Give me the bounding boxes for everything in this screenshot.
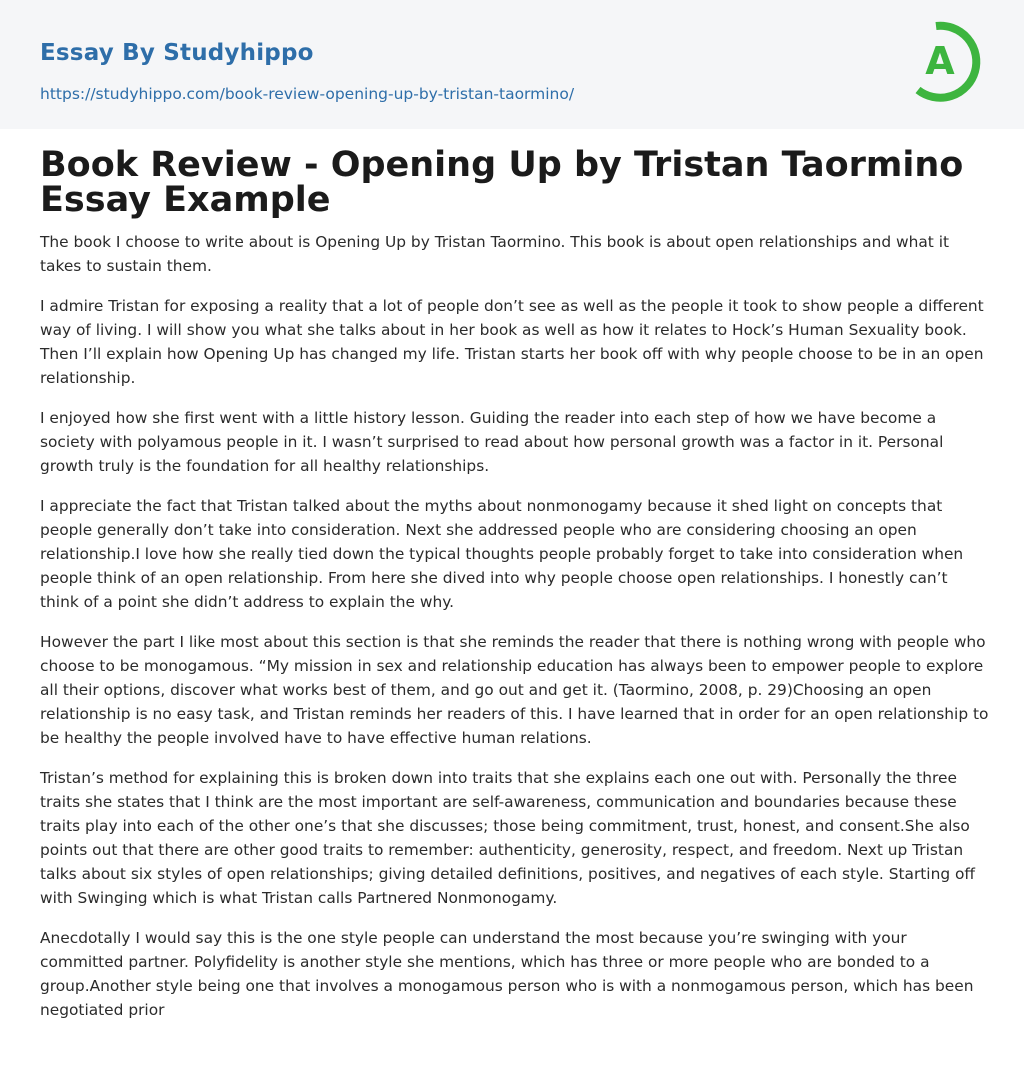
article-paragraph-7: Anecdotally I would say this is the one style people can understand the most because you’re swinging with your committed partner. Polyfidelity is another style she mentions, which has three or more people who are bonded to a group.Another style being one that involves a monogamous person who is with a nonmogamous person, which has been negotiated prior	[40, 929, 974, 1019]
article-paragraph-4: I appreciate the fact that Tristan talked about the myths about nonmonogamy because it shed light on concepts that people generally don’t take into consideration. Next she addressed people who are considering choosing an open relationship.I love how she really tied down the typical thoughts people probably forget to take into consideration when people think of an open relationship. From here she dived into why people choose open relationships. I honestly can’t think of a point she didn’t address to explain the why.	[40, 497, 964, 611]
brand-title[interactable]: Essay By Studyhippo	[40, 40, 314, 66]
article-paragraph-5: However the part I like most about this section is that she reminds the reader that there is nothing wrong with people who choose to be monogamous. “My mission in sex and relationship education has always been to empower people to explore all their options, discover what works best of them, and go out and get it. (Taormino, 2008, p. 29)Choosing an open relationship is no easy task, and Tristan reminds her readers of this. I have learned that in order for an open relationship to be healthy the people involved have to have effective human relations.	[40, 633, 989, 747]
article-paragraph-1: The book I choose to write about is Opening Up by Tristan Taormino. This book is about open relationships and what it takes to sustain them.	[40, 233, 950, 275]
article-paragraph-2: I admire Tristan for exposing a reality that a lot of people don’t see as well as the people it took to show people a different way of living. I will show you what she talks about in her book as well as how it relates to Hock’s Human Sexuality book. Then I’ll explain how Opening Up has changed my life. Tristan starts her book off with why people choose to be in an open relationship.	[40, 297, 984, 387]
studyhippo-logo-icon[interactable]	[910, 18, 988, 106]
source-url-link[interactable]: https://studyhippo.com/book-review-opening-up-by-tristan-taormino/	[40, 85, 575, 103]
page-title: Book Review - Opening Up by Tristan Taormino Essay Example	[40, 145, 964, 220]
article	[40, 145, 990, 1038]
article-paragraph-6: Tristan’s method for explaining this is broken down into traits that she explains each one out with. Personally the three traits she states that I think are the most important are self-awareness, communication and boundaries because these traits play into each of the other one’s that she discusses; those being commitment, trust, honest, and consent.She also points out that there are other good traits to remember: authenticity, generosity, respect, and freedom. Next up Tristan talks about six styles of open relationships; giving detailed definitions, positives, and negatives of each style. Starting off with Swinging which is what Tristan calls Partnered Nonmonogamy.	[40, 769, 976, 907]
article-paragraph-3: I enjoyed how she first went with a little history lesson. Guiding the reader into each step of how we have become a society with polyamous people in it. I wasn’t surprised to read about how personal growth was a factor in it. Personal growth truly is the foundation for all healthy relationships.	[40, 409, 944, 475]
logo-letter: A	[925, 39, 955, 83]
site-header	[0, 0, 1024, 129]
